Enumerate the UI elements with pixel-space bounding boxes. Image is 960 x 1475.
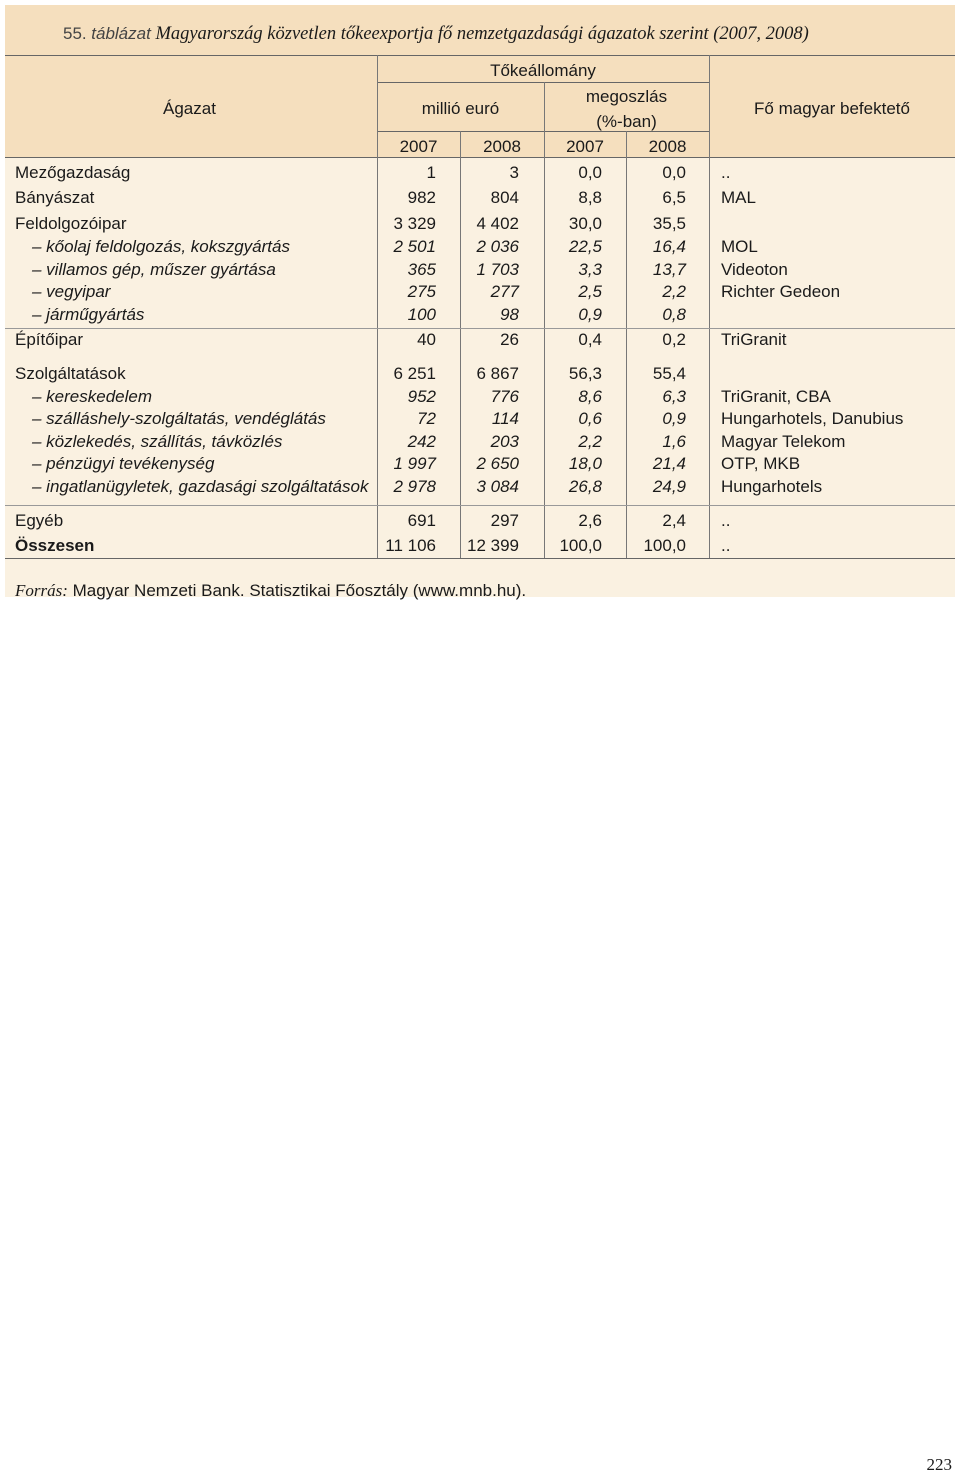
table-label: táblázat: [91, 24, 151, 43]
row-value-2: 3 084: [476, 477, 519, 496]
row-value-3: 0,4: [578, 330, 602, 349]
years-topline: [377, 131, 709, 132]
row-value-2: 12 399: [467, 536, 519, 555]
row-investor: Magyar Telekom: [721, 432, 846, 451]
row-value-1: 365: [407, 260, 436, 279]
row-value-1: 242: [407, 432, 436, 451]
table-number: 55.: [63, 24, 87, 43]
source-label: Forrás:: [15, 581, 68, 600]
header-year-2: 2008: [483, 137, 521, 156]
row-value-1: 6 251: [393, 364, 436, 383]
row-value-1: 982: [407, 188, 436, 207]
row-value-1: 275: [407, 282, 436, 301]
row-investor: Hungarhotels, Danubius: [721, 409, 904, 428]
row-value-3: 26,8: [568, 477, 602, 496]
source-note: [15, 581, 526, 601]
row-value-4: 0,9: [662, 409, 686, 428]
row-investor: ..: [721, 536, 731, 555]
row-value-3: 0,9: [578, 305, 602, 324]
row-value-1: 2 501: [393, 237, 436, 256]
header-bottom-rule: [5, 157, 955, 158]
row-investor: TriGranit, CBA: [721, 387, 831, 406]
row-name: Mezőgazdaság: [15, 163, 131, 182]
row-value-2: 3: [509, 163, 519, 182]
row-value-3: 0,6: [578, 409, 602, 428]
table-caption: [63, 24, 809, 45]
row-value-3: 3,3: [578, 260, 602, 279]
header-year-3: 2007: [566, 137, 604, 156]
row-value-1: 11 106: [385, 536, 436, 555]
row-value-4: 6,5: [662, 188, 686, 207]
header-share-line2: (%-ban): [596, 112, 657, 131]
row-value-2: 776: [490, 387, 519, 406]
row-value-2: 26: [500, 330, 519, 349]
row-value-2: 98: [500, 305, 519, 324]
group-rule-1: [5, 328, 955, 329]
row-name: Építőipar: [15, 330, 84, 349]
row-value-2: 297: [490, 511, 519, 530]
row-name: – vegyipar: [32, 282, 111, 301]
row-value-1: 40: [417, 330, 436, 349]
row-name: – járműgyártás: [32, 305, 145, 324]
row-value-3: 8,8: [578, 188, 602, 207]
row-value-3: 30,0: [568, 214, 602, 233]
row-value-3: 100,0: [559, 536, 602, 555]
row-value-2: 277: [490, 282, 519, 301]
row-value-4: 100,0: [643, 536, 686, 555]
row-value-4: 13,7: [652, 260, 686, 279]
row-value-4: 6,3: [662, 387, 686, 406]
row-value-2: 4 402: [476, 214, 519, 233]
row-name: – kőolaj feldolgozás, kokszgyártás: [32, 237, 290, 256]
header-share-line1: megoszlás: [585, 87, 668, 106]
group-rule-2: [5, 505, 955, 506]
row-value-3: 8,6: [578, 387, 602, 406]
row-investor: Hungarhotels: [721, 477, 823, 496]
table-panel: [5, 5, 955, 600]
row-name: – kereskedelem: [32, 387, 153, 406]
row-value-1: 691: [407, 511, 436, 530]
row-value-4: 16,4: [652, 237, 686, 256]
row-value-3: 2,5: [578, 282, 602, 301]
row-investor: TriGranit: [721, 330, 787, 349]
source-text: Magyar Nemzeti Bank. Statisztikai Főosztály (www.mnb.hu).: [72, 581, 527, 600]
row-name: Összesen: [15, 536, 95, 555]
row-investor: Richter Gedeon: [721, 282, 841, 301]
row-value-4: 35,5: [652, 214, 686, 233]
page-number: 223: [926, 1455, 952, 1474]
row-investor: MAL: [721, 188, 756, 207]
row-name: Feldolgozóipar: [15, 214, 127, 233]
row-name: – ingatlanügyletek, gazdasági szolgáltatások: [32, 477, 369, 496]
row-value-1: 3 329: [393, 214, 436, 233]
row-name: Bányászat: [15, 188, 95, 207]
row-value-3: 18,0: [568, 454, 602, 473]
stock-underline: [377, 82, 709, 83]
row-value-3: 56,3: [568, 364, 602, 383]
row-name: – közlekedés, szállítás, távközlés: [32, 432, 283, 451]
row-value-2: 2 650: [476, 454, 519, 473]
row-value-4: 0,2: [662, 330, 686, 349]
row-value-1: 1: [426, 163, 436, 182]
row-value-2: 2 036: [476, 237, 519, 256]
row-value-1: 952: [407, 387, 436, 406]
row-value-2: 804: [490, 188, 519, 207]
row-value-1: 72: [417, 409, 436, 428]
row-investor: ..: [721, 163, 731, 182]
header-top-rule: [5, 55, 955, 56]
row-value-4: 2,2: [662, 282, 686, 301]
header-investor: Fő magyar befektető: [754, 99, 910, 118]
row-value-2: 1 703: [476, 260, 519, 279]
row-value-2: 114: [491, 409, 519, 428]
header-stock: Tőkeállomány: [490, 61, 596, 80]
row-value-3: 2,2: [578, 432, 602, 451]
row-value-4: 2,4: [662, 511, 686, 530]
row-value-4: 55,4: [652, 364, 686, 383]
row-value-3: 2,6: [578, 511, 602, 530]
header-million-eur: millió euró: [421, 99, 500, 118]
row-investor: ..: [721, 511, 731, 530]
row-value-4: 0,0: [662, 163, 686, 182]
row-name: – villamos gép, műszer gyártása: [32, 260, 276, 279]
row-value-1: 100: [407, 305, 436, 324]
table-title: Magyarország közvetlen tőkeexportja fő nemzetgazdasági ágazatok szerint (2007, 2008): [155, 24, 809, 44]
row-name: Szolgáltatások: [15, 364, 126, 383]
table-bottom-rule: [5, 558, 955, 559]
row-value-4: 1,6: [662, 432, 686, 451]
row-value-3: 0,0: [578, 163, 602, 182]
row-investor: MOL: [721, 237, 758, 256]
row-value-4: 21,4: [652, 454, 686, 473]
header-year-1: 2007: [399, 137, 438, 156]
row-value-1: 1 997: [393, 454, 436, 473]
row-value-1: 2 978: [393, 477, 436, 496]
row-name: – pénzügyi tevékenység: [32, 454, 215, 473]
row-name: Egyéb: [15, 511, 64, 530]
row-value-3: 22,5: [568, 237, 602, 256]
header-sector: Ágazat: [163, 99, 216, 118]
row-value-2: 6 867: [476, 364, 519, 383]
row-name: – szálláshely-szolgáltatás, vendéglátás: [32, 409, 326, 428]
header-year-4: 2008: [648, 137, 687, 156]
row-value-4: 0,8: [662, 305, 686, 324]
row-investor: Videoton: [721, 260, 788, 279]
row-value-4: 24,9: [652, 477, 686, 496]
row-investor: OTP, MKB: [721, 454, 801, 473]
vline-investor: [709, 55, 710, 558]
row-value-2: 203: [490, 432, 519, 451]
